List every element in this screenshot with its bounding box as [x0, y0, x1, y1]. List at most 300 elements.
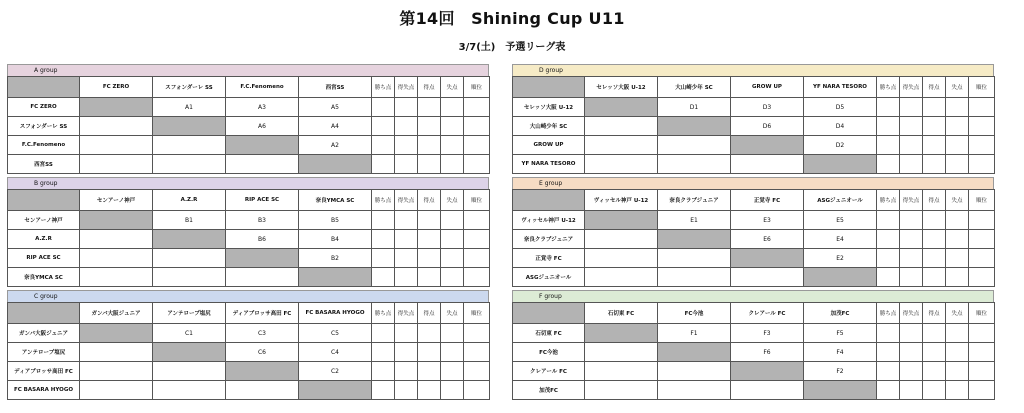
stat-cell: [441, 362, 464, 381]
stat-cell: [441, 136, 464, 155]
match-id-cell: E2: [804, 249, 877, 268]
result-cell: [80, 117, 153, 136]
stat-cell: [418, 324, 441, 343]
group-d-table: [512, 64, 994, 174]
stat-cell: [395, 211, 418, 230]
stat-cell: [877, 343, 900, 362]
self-match-cell: [731, 362, 804, 381]
stat-cell: [372, 155, 395, 174]
stat-header: 失点: [946, 303, 969, 324]
self-match-cell: [226, 249, 299, 268]
result-cell: [80, 136, 153, 155]
result-cell: [585, 268, 658, 287]
match-id-cell: C4: [299, 343, 372, 362]
stat-cell: [441, 98, 464, 117]
stat-cell: [923, 155, 946, 174]
column-team-name: センアーノ神戸: [80, 190, 153, 211]
group-c-table: [7, 290, 489, 400]
stat-cell: [969, 268, 995, 287]
stat-header: 失点: [946, 77, 969, 98]
column-team-name: A.Z.R: [153, 190, 226, 211]
column-team-name: スフォンダーレ SS: [153, 77, 226, 98]
match-id-cell: B6: [226, 230, 299, 249]
row-team-name: アンテロープ塩尻: [8, 343, 80, 362]
stat-cell: [464, 98, 490, 117]
self-match-cell: [80, 98, 153, 117]
group-label: F group: [512, 290, 994, 302]
match-id-cell: E6: [731, 230, 804, 249]
result-cell: [80, 249, 153, 268]
corner-cell: [513, 303, 585, 324]
stat-cell: [441, 230, 464, 249]
match-id-cell: A3: [226, 98, 299, 117]
stat-header: 勝ち点: [877, 190, 900, 211]
match-id-cell: F6: [731, 343, 804, 362]
row-team-name: 正覚寺 FC: [513, 249, 585, 268]
match-id-cell: D5: [804, 98, 877, 117]
result-cell: [153, 362, 226, 381]
stat-header: 順位: [969, 77, 995, 98]
match-id-cell: D4: [804, 117, 877, 136]
column-team-name: YF NARA TESORO: [804, 77, 877, 98]
result-cell: [585, 381, 658, 400]
table-row: [8, 343, 490, 362]
self-match-cell: [585, 98, 658, 117]
stat-header: 順位: [464, 303, 490, 324]
stat-cell: [877, 136, 900, 155]
stat-header: 勝ち点: [372, 303, 395, 324]
result-cell: [585, 155, 658, 174]
stat-cell: [923, 324, 946, 343]
stat-cell: [372, 98, 395, 117]
stat-cell: [395, 230, 418, 249]
self-match-cell: [731, 249, 804, 268]
stat-header: 順位: [464, 77, 490, 98]
stat-cell: [969, 362, 995, 381]
stat-header: 得失点: [900, 190, 923, 211]
match-id-cell: A1: [153, 98, 226, 117]
stat-cell: [441, 211, 464, 230]
stat-header: 失点: [441, 303, 464, 324]
stat-cell: [441, 381, 464, 400]
group-label: A group: [7, 64, 489, 76]
stat-cell: [969, 136, 995, 155]
result-cell: [226, 268, 299, 287]
stat-cell: [946, 249, 969, 268]
column-team-name: アンテロープ塩尻: [153, 303, 226, 324]
column-team-name: ディアブロッサ高田 FC: [226, 303, 299, 324]
column-team-name: セレッソ大阪 U-12: [585, 77, 658, 98]
match-id-cell: D3: [731, 98, 804, 117]
stat-cell: [464, 155, 490, 174]
stat-cell: [372, 136, 395, 155]
stat-cell: [900, 117, 923, 136]
result-cell: [226, 155, 299, 174]
result-cell: [153, 249, 226, 268]
stat-cell: [969, 381, 995, 400]
stat-cell: [923, 117, 946, 136]
result-cell: [80, 362, 153, 381]
match-id-cell: A2: [299, 136, 372, 155]
table-row: [513, 362, 995, 381]
stat-cell: [395, 324, 418, 343]
self-match-cell: [226, 362, 299, 381]
table-row: [513, 117, 995, 136]
stat-cell: [464, 324, 490, 343]
group-a-table: [7, 64, 489, 174]
stat-header: 順位: [464, 190, 490, 211]
result-cell: [153, 155, 226, 174]
stat-cell: [900, 268, 923, 287]
column-team-name: GROW UP: [731, 77, 804, 98]
stat-cell: [923, 249, 946, 268]
match-id-cell: E4: [804, 230, 877, 249]
column-team-name: FC BASARA HYOGO: [299, 303, 372, 324]
table-row: [513, 155, 995, 174]
table-row: [513, 136, 995, 155]
stat-cell: [877, 211, 900, 230]
column-team-name: ヴィッセル神戸 U-12: [585, 190, 658, 211]
stat-header: 勝ち点: [372, 77, 395, 98]
row-team-name: スフォンダーレ SS: [8, 117, 80, 136]
stat-cell: [418, 268, 441, 287]
row-team-name: 奈良クラブジュニア: [513, 230, 585, 249]
row-team-name: センアーノ神戸: [8, 211, 80, 230]
stat-cell: [900, 381, 923, 400]
stat-cell: [464, 211, 490, 230]
table-row: [513, 230, 995, 249]
result-cell: [731, 155, 804, 174]
stat-cell: [418, 117, 441, 136]
stat-header: 失点: [441, 77, 464, 98]
stat-cell: [877, 324, 900, 343]
stat-cell: [900, 155, 923, 174]
row-team-name: ヴィッセル神戸 U-12: [513, 211, 585, 230]
stat-cell: [441, 324, 464, 343]
stat-cell: [946, 211, 969, 230]
table-row: [8, 136, 490, 155]
row-team-name: 大山崎少年 SC: [513, 117, 585, 136]
stat-cell: [441, 268, 464, 287]
table-row: [513, 324, 995, 343]
result-cell: [153, 381, 226, 400]
stat-cell: [900, 362, 923, 381]
match-id-cell: B2: [299, 249, 372, 268]
row-team-name: FC BASARA HYOGO: [8, 381, 80, 400]
stat-cell: [946, 362, 969, 381]
stat-cell: [877, 155, 900, 174]
table-row: [8, 230, 490, 249]
stat-cell: [900, 211, 923, 230]
stat-header: 得失点: [395, 77, 418, 98]
table-row: [8, 268, 490, 287]
stat-cell: [969, 155, 995, 174]
stat-cell: [372, 249, 395, 268]
result-cell: [80, 155, 153, 174]
stat-cell: [372, 343, 395, 362]
table-row: [8, 211, 490, 230]
match-id-cell: D6: [731, 117, 804, 136]
stat-cell: [877, 381, 900, 400]
stat-cell: [969, 324, 995, 343]
table-row: [8, 98, 490, 117]
group-e-table: [512, 177, 994, 287]
match-id-cell: C2: [299, 362, 372, 381]
stat-cell: [946, 343, 969, 362]
stat-cell: [900, 324, 923, 343]
stat-header: 勝ち点: [372, 190, 395, 211]
result-cell: [658, 381, 731, 400]
stat-cell: [923, 343, 946, 362]
stat-header: 勝ち点: [877, 77, 900, 98]
stat-cell: [923, 381, 946, 400]
row-team-name: ASGジュニオール: [513, 268, 585, 287]
stat-cell: [372, 381, 395, 400]
stat-cell: [372, 324, 395, 343]
column-team-name: 西宮SS: [299, 77, 372, 98]
match-id-cell: E1: [658, 211, 731, 230]
self-match-cell: [731, 136, 804, 155]
result-cell: [658, 362, 731, 381]
result-cell: [585, 249, 658, 268]
match-id-cell: F3: [731, 324, 804, 343]
stat-cell: [418, 249, 441, 268]
row-team-name: セレッソ大阪 U-12: [513, 98, 585, 117]
column-team-name: クレアール FC: [731, 303, 804, 324]
stat-cell: [395, 117, 418, 136]
self-match-cell: [80, 324, 153, 343]
stat-cell: [418, 381, 441, 400]
stat-header: 失点: [441, 190, 464, 211]
stat-cell: [877, 362, 900, 381]
group-label: E group: [512, 177, 994, 189]
stat-cell: [441, 155, 464, 174]
stat-cell: [946, 98, 969, 117]
row-team-name: 西宮SS: [8, 155, 80, 174]
self-match-cell: [153, 343, 226, 362]
stat-header: 得点: [923, 303, 946, 324]
stat-cell: [923, 268, 946, 287]
group-label: B group: [7, 177, 489, 189]
stat-cell: [464, 249, 490, 268]
match-id-cell: B3: [226, 211, 299, 230]
self-match-cell: [585, 211, 658, 230]
stat-cell: [946, 155, 969, 174]
stat-header: 得点: [923, 190, 946, 211]
stat-cell: [900, 343, 923, 362]
row-team-name: F.C.Fenomeno: [8, 136, 80, 155]
column-team-name: FC ZERO: [80, 77, 153, 98]
stat-cell: [441, 117, 464, 136]
column-team-name: ASGジュニオール: [804, 190, 877, 211]
match-id-cell: F5: [804, 324, 877, 343]
self-match-cell: [585, 324, 658, 343]
result-cell: [658, 249, 731, 268]
match-id-cell: F1: [658, 324, 731, 343]
match-id-cell: B4: [299, 230, 372, 249]
stat-header: 得失点: [395, 190, 418, 211]
self-match-cell: [80, 211, 153, 230]
row-team-name: ディアブロッサ高田 FC: [8, 362, 80, 381]
stat-cell: [395, 381, 418, 400]
result-cell: [658, 268, 731, 287]
self-match-cell: [153, 230, 226, 249]
result-cell: [80, 343, 153, 362]
self-match-cell: [658, 117, 731, 136]
stat-header: 失点: [946, 190, 969, 211]
stat-cell: [969, 249, 995, 268]
result-cell: [658, 136, 731, 155]
row-team-name: GROW UP: [513, 136, 585, 155]
match-id-cell: E3: [731, 211, 804, 230]
result-cell: [80, 381, 153, 400]
stat-cell: [441, 343, 464, 362]
group-label: D group: [512, 64, 994, 76]
match-id-cell: C3: [226, 324, 299, 343]
match-id-cell: B1: [153, 211, 226, 230]
match-id-cell: B5: [299, 211, 372, 230]
stat-cell: [969, 343, 995, 362]
corner-cell: [513, 190, 585, 211]
row-team-name: クレアール FC: [513, 362, 585, 381]
self-match-cell: [804, 155, 877, 174]
stat-cell: [877, 268, 900, 287]
stat-cell: [923, 211, 946, 230]
table-row: [8, 362, 490, 381]
stat-header: 得点: [923, 77, 946, 98]
stat-cell: [418, 230, 441, 249]
column-team-name: 奈良YMCA SC: [299, 190, 372, 211]
stat-cell: [923, 136, 946, 155]
row-team-name: A.Z.R: [8, 230, 80, 249]
column-team-name: RIP ACE SC: [226, 190, 299, 211]
match-id-cell: F4: [804, 343, 877, 362]
table-row: [8, 324, 490, 343]
result-cell: [585, 362, 658, 381]
stat-cell: [418, 136, 441, 155]
result-cell: [585, 117, 658, 136]
row-team-name: 奈良YMCA SC: [8, 268, 80, 287]
stat-header: 勝ち点: [877, 303, 900, 324]
stat-cell: [464, 343, 490, 362]
stat-cell: [464, 230, 490, 249]
row-team-name: FC ZERO: [8, 98, 80, 117]
stat-cell: [372, 230, 395, 249]
result-cell: [153, 268, 226, 287]
stat-cell: [464, 362, 490, 381]
column-team-name: FC今池: [658, 303, 731, 324]
stat-header: 得点: [418, 77, 441, 98]
match-id-cell: C5: [299, 324, 372, 343]
result-cell: [658, 155, 731, 174]
result-cell: [153, 136, 226, 155]
table-row: [513, 268, 995, 287]
table-row: [8, 155, 490, 174]
column-team-name: 石切東 FC: [585, 303, 658, 324]
column-team-name: 加茂FC: [804, 303, 877, 324]
result-cell: [80, 230, 153, 249]
stat-cell: [418, 211, 441, 230]
stat-cell: [372, 362, 395, 381]
stat-cell: [923, 230, 946, 249]
stat-cell: [372, 268, 395, 287]
group-b-table: [7, 177, 489, 287]
stat-cell: [441, 249, 464, 268]
self-match-cell: [153, 117, 226, 136]
table-row: [8, 249, 490, 268]
column-team-name: ガンバ大阪ジュニア: [80, 303, 153, 324]
match-id-cell: A5: [299, 98, 372, 117]
stat-cell: [877, 249, 900, 268]
stat-cell: [877, 230, 900, 249]
stat-cell: [372, 117, 395, 136]
stat-cell: [395, 98, 418, 117]
stat-header: 順位: [969, 303, 995, 324]
stat-cell: [464, 268, 490, 287]
result-cell: [226, 381, 299, 400]
stat-cell: [464, 381, 490, 400]
table-row: [8, 117, 490, 136]
row-team-name: FC今池: [513, 343, 585, 362]
stat-cell: [900, 136, 923, 155]
stat-header: 得失点: [395, 303, 418, 324]
match-id-cell: E5: [804, 211, 877, 230]
stat-cell: [395, 155, 418, 174]
stat-cell: [969, 211, 995, 230]
result-cell: [731, 381, 804, 400]
stat-cell: [395, 249, 418, 268]
stat-cell: [418, 362, 441, 381]
self-match-cell: [804, 268, 877, 287]
stat-cell: [969, 230, 995, 249]
column-team-name: 正覚寺 FC: [731, 190, 804, 211]
table-row: [513, 249, 995, 268]
stat-cell: [395, 343, 418, 362]
page-subtitle: 3/7(土) 予選リーグ表: [458, 42, 566, 53]
group-label: C group: [7, 290, 489, 302]
row-team-name: 加茂FC: [513, 381, 585, 400]
table-row: [513, 211, 995, 230]
table-row: [8, 381, 490, 400]
column-team-name: 大山崎少年 SC: [658, 77, 731, 98]
row-team-name: ガンバ大阪ジュニア: [8, 324, 80, 343]
row-team-name: 石切東 FC: [513, 324, 585, 343]
match-id-cell: A6: [226, 117, 299, 136]
corner-cell: [8, 190, 80, 211]
stat-cell: [877, 117, 900, 136]
stat-cell: [946, 381, 969, 400]
stat-cell: [464, 136, 490, 155]
self-match-cell: [658, 230, 731, 249]
stat-cell: [946, 230, 969, 249]
result-cell: [80, 268, 153, 287]
self-match-cell: [299, 381, 372, 400]
self-match-cell: [226, 136, 299, 155]
group-f-table: [512, 290, 994, 400]
stat-cell: [946, 268, 969, 287]
match-id-cell: A4: [299, 117, 372, 136]
match-id-cell: D2: [804, 136, 877, 155]
self-match-cell: [299, 268, 372, 287]
stat-cell: [418, 98, 441, 117]
self-match-cell: [804, 381, 877, 400]
stat-cell: [923, 98, 946, 117]
corner-cell: [8, 77, 80, 98]
table-row: [513, 381, 995, 400]
table-row: [513, 98, 995, 117]
match-id-cell: D1: [658, 98, 731, 117]
corner-cell: [513, 77, 585, 98]
